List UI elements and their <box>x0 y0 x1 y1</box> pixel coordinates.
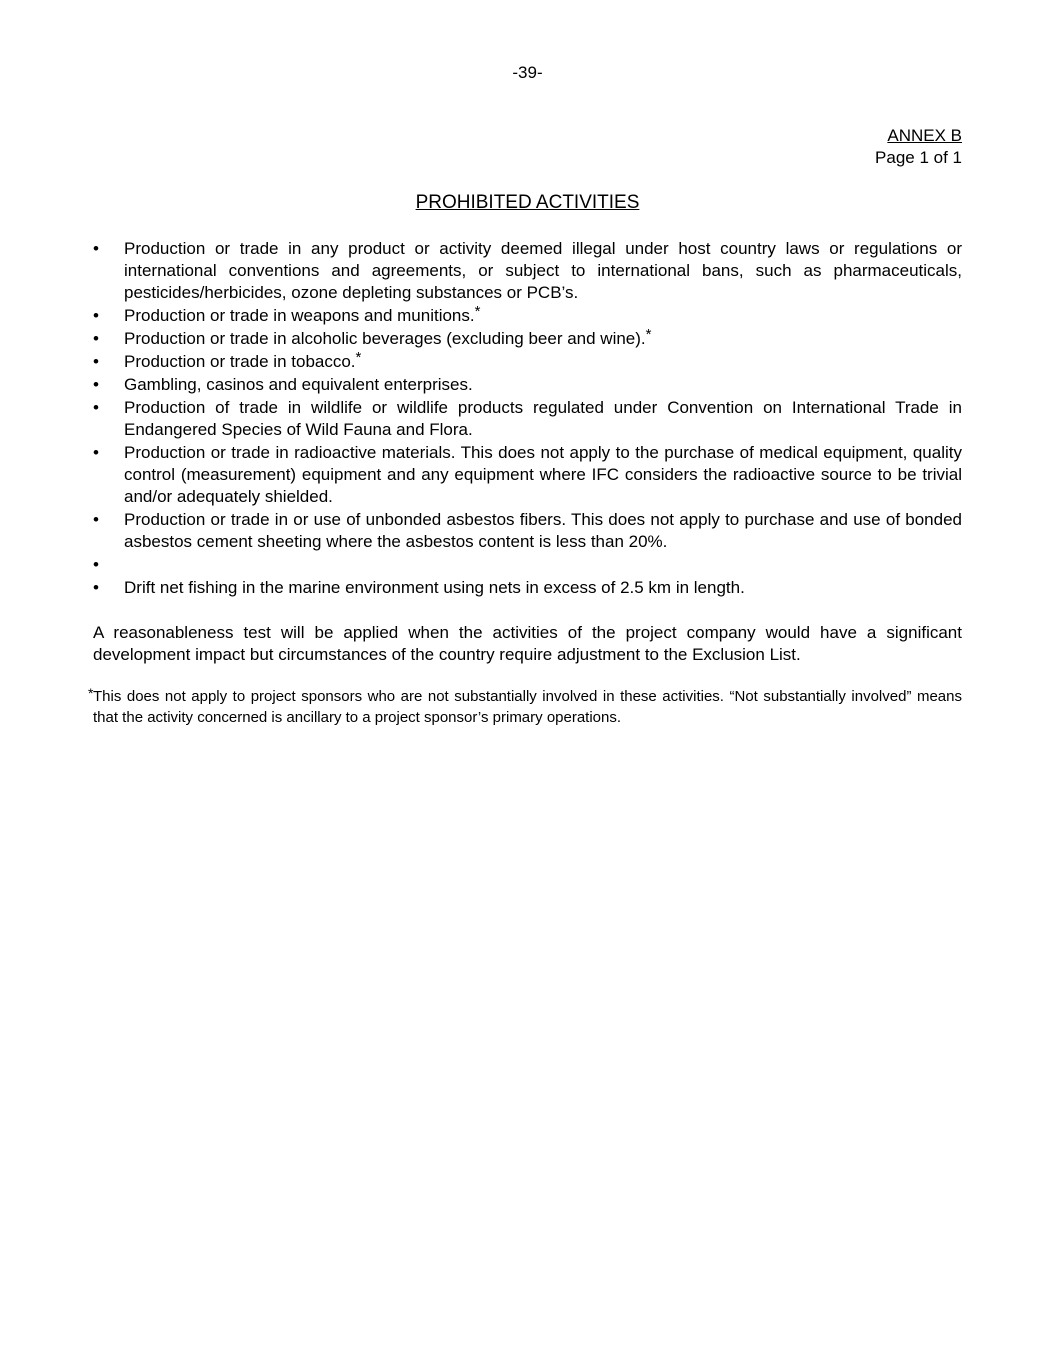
bullet-icon: • <box>93 443 99 462</box>
bullet-icon: • <box>93 352 99 371</box>
annex-header <box>875 125 962 169</box>
annex-page-info: Page 1 of 1 <box>875 148 962 167</box>
bullet-icon: • <box>93 398 99 417</box>
list-item-text: Production or trade in weapons and munitions. <box>124 306 475 325</box>
list-item-text: Production or trade in radioactive materials. This does not apply to the purchase of medical equipment, quality control (measurement) equipment and any equipment where IFC considers the radioactive source to be trivial and/or adequately shielded. <box>124 443 962 506</box>
section-heading: PROHIBITED ACTIVITIES <box>415 192 640 213</box>
page-number: -39- <box>512 63 543 82</box>
footnote-asterisk: * <box>645 326 652 343</box>
list-item-text: Gambling, casinos and equivalent enterprises. <box>124 375 473 394</box>
bullet-icon: • <box>93 510 99 529</box>
list-item <box>93 577 962 599</box>
list-item-text: Drift net fishing in the marine environment using nets in excess of 2.5 km in length. <box>124 578 745 597</box>
list-item <box>93 328 962 350</box>
prohibited-activities-list <box>93 238 962 600</box>
list-item <box>93 374 962 396</box>
bullet-icon: • <box>93 239 99 258</box>
list-item-text: Production or trade in any product or activity deemed illegal under host country laws or regulations or international conventions and agreements, or subject to international bans, such as pharmaceuticals, pesticides/herbicides, ozone depleting substances or PCB’s. <box>124 239 962 302</box>
list-item <box>93 397 962 441</box>
list-item-text: Production of trade in wildlife or wildlife products regulated under Convention on International Trade in Endangered Species of Wild Fauna and Flora. <box>124 398 962 439</box>
bullet-icon: • <box>93 375 99 394</box>
list-item-text: Production or trade in tobacco. <box>124 352 356 371</box>
bullet-icon: • <box>93 555 99 574</box>
footnote-asterisk: * <box>88 685 94 701</box>
list-item <box>93 351 962 373</box>
list-item-text: Production or trade in alcoholic beverages (excluding beer and wine). <box>124 329 646 348</box>
list-item <box>93 305 962 327</box>
list-item-text: Production or trade in or use of unbonded asbestos fibers. This does not apply to purchase and use of bonded asbestos cement sheeting where the asbestos content is less than 20%. <box>124 510 962 551</box>
list-item <box>93 509 962 553</box>
footnote <box>88 685 962 728</box>
bullet-icon: • <box>93 578 99 597</box>
footnote-text: This does not apply to project sponsors who are not substantially involved in these activities. “Not substantially involved” means that the activity concerned is ancillary to a project sponsor’s primary operations. <box>93 688 962 726</box>
footnote-asterisk: * <box>474 303 481 320</box>
bullet-icon: • <box>93 329 99 348</box>
reasonableness-paragraph: A reasonableness test will be applied when the activities of the project company would have a significant development impact but circumstances of the country require adjustment to the Exclusion List. <box>93 623 962 664</box>
list-item <box>93 238 962 304</box>
bullet-icon: • <box>93 306 99 325</box>
list-item-empty <box>93 554 962 576</box>
list-item <box>93 442 962 508</box>
annex-title: ANNEX B <box>887 126 962 145</box>
footnote-asterisk: * <box>355 349 362 366</box>
